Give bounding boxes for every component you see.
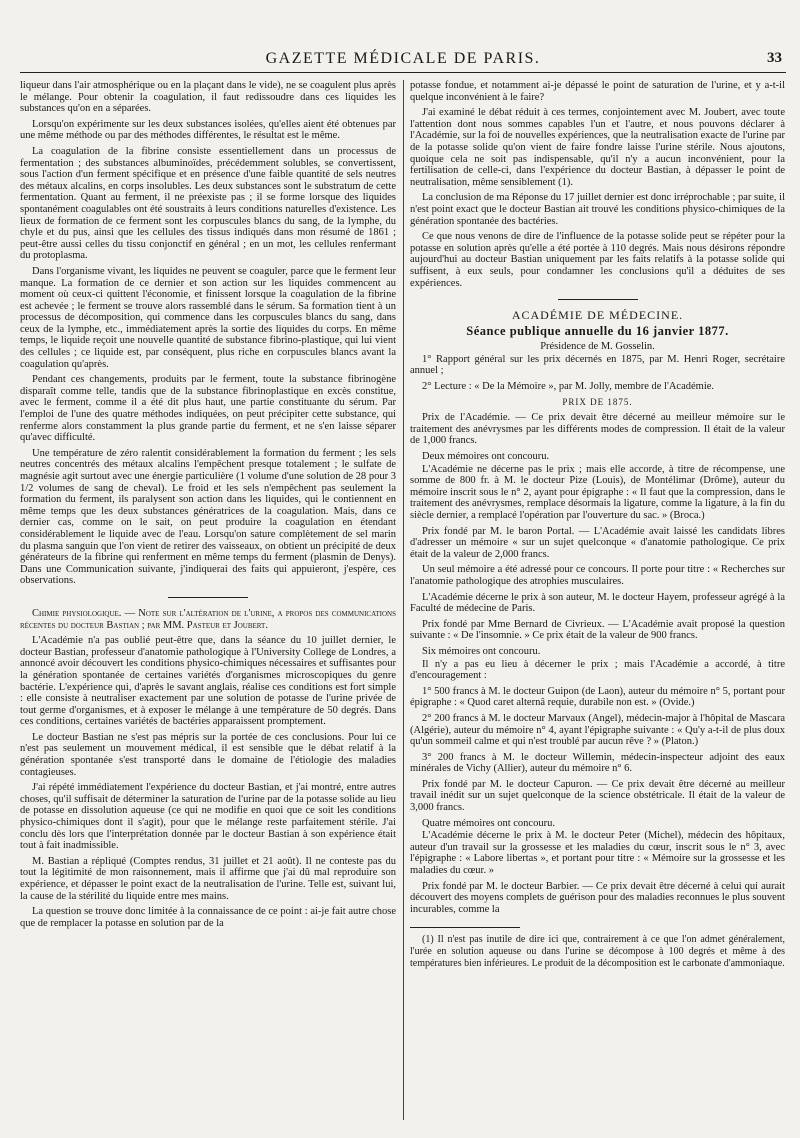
section-divider: [558, 299, 638, 300]
paragraph: Le docteur Bastian ne s'est pas mépris sur la portée de ces conclusions. Pour lui ce n'est pas seulement un mouvement médical, il est sensible que le débat relatif à la génération spontanée s'est transporté dans le domaine de l'étiologie des maladies contagieuses.: [20, 731, 396, 778]
section-heading: ACADÉMIE DE MÉDECINE.: [511, 308, 684, 323]
paragraph: 1° Rapport général sur les prix décernés en 1875, par M. Henri Roger, secrétaire annuel ;: [410, 353, 785, 377]
paragraph: Prix fondé par Mme Bernard de Civrieux. — L'Académie avait proposé la question suivante : « De l'insomnie. » Ce prix était de la valeur de 900 francs.: [410, 618, 785, 642]
paragraph: 2° Lecture : « De la Mémoire », par M. Jolly, membre de l'Académie.: [422, 381, 715, 393]
paragraph: La conclusion de ma Réponse du 17 juillet dernier est donc irréprochable ; par suite, il n'est point exact que le docteur Bastian ait trouvé les conditions physico-chimiques de la génération spontanée des bactéries.: [410, 192, 785, 227]
paragraph: potasse fondue, et notamment ai-je dépassé le point de saturation de l'urine, et y a-t-il quelque inconvénient à le faire?: [410, 80, 785, 103]
paragraph: La question se trouve donc limitée à la connaissance de ce point : ai-je fait autre chose que de remplacer la potasse en solution par de la: [20, 906, 396, 929]
prize-year-heading: PRIX DE 1875.: [562, 396, 633, 407]
paragraph: M. Bastian a répliqué (Comptes rendus, 31 juillet et 21 août). Il ne conteste pas du tout la légitimité de mon raisonnement, mais il affirme que j'ai dû mal reproduire son expérience, et dépasser le point exact de la neutralisation de l'urine. Telle est, suivant lui, la cause de la stérilité du liquide entre mes mains.: [20, 855, 396, 902]
paragraph: Prix de l'Académie. — Ce prix devait être décerné au meilleur mémoire sur le traitement des anévrysmes par les différents modes de compression. Il était de la valeur de 1,000 francs.: [410, 412, 785, 447]
paragraph: Prix fondé par M. le baron Portal. — L'Académie avait laissé les candidats libres d'adresser un mémoire « sur un sujet quelconque « d'anatomie pathologique. Ce prix était de la valeur de 2,000 francs.: [410, 525, 785, 560]
paragraph: Dans l'organisme vivant, les liquides ne peuvent se coaguler, parce que le ferment leur manque. La formation de ce dernier et son action sur les liquides commencent au moment où ceux-ci quittent l'économie, et finissent lorsque la coagulation de la fibrine est achevée ; le ferment se trouve alors rassemblé dans le sérum. Sa formation tient à un processus de décomposition, qui commence dans les corpuscules blancs du sang, dans ceux de la lymphe, etc., immédiatement après la sortie des liquides du corps. En même temps, le liquide reçoit une nouvelle quantité de substance fibrino-plastique, qui lui vient des cellules ; ce liquide est, par conséquent, plus riche en corpuscules blancs avant la coagulation qu'après.: [20, 265, 396, 370]
paragraph: Quatre mémoires ont concouru.: [422, 817, 555, 829]
paragraph: Prix fondé par M. le docteur Barbier. — Ce prix devait être décerné à celui qui aurait découvert des moyens complets de guérison pour des maladies reconnues le plus souvent incurables, comme la: [410, 880, 785, 915]
paragraph: 1° 500 francs à M. le docteur Guipon (de Laon), auteur du mémoire n° 5, portant pour épigraphe : « Quod caret alternâ requie, durabile non est. » (Ovide.): [410, 685, 785, 709]
paragraph: 3° 200 francs à M. le docteur Willemin, médecin-inspecteur adjoint des eaux minérales de Vichy (Allier), auteur du mémoire n° 6.: [410, 751, 785, 775]
paragraph: Ce que nous venons de dire de l'influence de la potasse solide peut se répéter pour la potasse en solution après qu'elle a été portée à 110 degrés. Mais nous désirons répondre aujourd'hui au docteur Bastian uniquement par les faits relatifs à la potasse solide qui suffisent, à eux seuls, pour condamner les conclusions qu'il a déduites de ses expériences.: [410, 231, 785, 289]
paragraph: L'Académie décerne le prix à M. le docteur Peter (Michel), médecin des hôpitaux, auteur d'un travail sur la grossesse et les maladies du cœur, inscrit sous le n° 3, avec l'épigraphe : « Labore libertas », et portant pour titre : « Mémoire sur la grossesse et les maladies du cœur. »: [410, 830, 785, 877]
paragraph: Six mémoires ont concouru.: [422, 645, 541, 657]
presidency-line: Présidence de M. Gosselin.: [540, 341, 655, 353]
paragraph: Prix fondé par M. le docteur Capuron. — Ce prix devait être décerné au meilleur travail inédit sur un sujet quelconque de la science obstétricale. Il était de la valeur de 3,000 francs.: [410, 778, 785, 814]
article-heading: Chimie physiologique. — Note sur l'altération de l'urine, a propos des communications récentes du docteur Bastian ; par MM. Pasteur et Joubert.: [20, 607, 396, 631]
paragraph: L'Académie décerne le prix à son auteur, M. le docteur Hayem, professeur agrégé à la Faculté de médecine de Paris.: [410, 591, 785, 615]
session-heading: Séance publique annuelle du 16 janvier 1877.: [466, 323, 729, 338]
paragraph: Une température de zéro ralentit considérablement la formation du ferment ; les sels neutres concentrés des métaux alcalins l'empêchent presque totalement ; le sulfate de magnésie agit surtout avec une énergie particulière (1 volume d'une solution de 28 pour 3 1/2 volumes de sang de cheval). Le froid et les sels n'empêchent pas seulement la formation du ferment, ils paralysent son action dans les liquides, qui le contiennent en même temps que les deux substances génératrices de la coagulation. Mais, dans ce dernier cas, comme on le sait, on peut produire la coagulation en étendant considérablement le liquide avec de l'eau. Lorsqu'on sature complètement de sel marin du plasma sanguin que l'on vient de retirer des vaisseaux, on obtient un précipité de deux générateurs de la fibrine qui renferment en même temps du ferment (plasmin de Denys). Dans une Communication suivante, j'indiquerai des faits qui appuieront, j'espère, ces observations.: [20, 447, 396, 587]
journal-title: GAZETTE MÉDICALE DE PARIS.: [265, 50, 541, 67]
page-header: [20, 50, 786, 73]
paragraph: Deux mémoires ont concouru.: [422, 451, 550, 463]
footnote-divider: [410, 927, 520, 928]
right-column: [410, 80, 785, 973]
column-divider: [403, 80, 404, 1120]
paragraph: Pendant ces changements, produits par le ferment, toute la substance fibrinogène disparaît comme telle, tandis que de la substance fibrinoplastique en excès constitue, avec le ferment, comme il a été dit plus haut, une partie constituante du sérum. Par l'emploi de l'une des quatre méthodes indiquées, on peut précipiter cette substance, qui renferme alors constamment la plus grande partie du ferment, et ne s'en laisse séparer qu'avec difficulté.: [20, 374, 396, 444]
paragraph: J'ai examiné le débat réduit à ces termes, conjointement avec M. Joubert, avec toute l'attention dont nous sommes capables l'un et l'autre, et nous pouvons déclarer à l'Académie, sur la foi de nouvelles expériences, que la neutralisation exacte de l'urine par de la potasse solide qu'on vient de faire fondre laisse l'urine stérile. Nous ajoutons, quoique cela ne soit pas indispensable, qu'il n'y a aucun inconvénient, pour la fertilisation de celle-ci, dans l'expérience du docteur Bastian, à dépasser le point de neutralisation, même sensiblement (1).: [410, 107, 785, 188]
paragraph: L'Académie n'a pas oublié peut-être que, dans la séance du 10 juillet dernier, le docteur Bastian, professeur d'anatomie pathologique à l'University College de Londres, a annoncé avoir découvert les conditions physico-chimiques nécessaires et suffisantes pour la génération spontanée de certaines variétés d'organismes microscopiques du genre bactérie. L'expérience qui, d'après le savant anglais, réalise ces conditions est fort simple : elle consiste à neutraliser exactement par une solution de potasse de l'urine privée de tout germe d'organismes, et à exposer le mélange à une température de 50 degrés. Dans ces conditions, certaines variétés de bactéries apparaissent promptement.: [20, 635, 396, 728]
paragraph: liqueur dans l'air atmosphérique ou en la plaçant dans le vide), ne se coagulent plus après le mélange. Pour obtenir la coagulation, il faut redissoudre dans ces liquides les substances qu'on en a séparées.: [20, 80, 396, 115]
paragraph: L'Académie ne décerne pas le prix ; mais elle accorde, à titre de récompense, une somme de 800 fr. à M. le docteur Pize (Louis), de Montélimar (Drôme), auteur du mémoire inscrit sous le n° 2, ayant pour épigraphe : « Il faut que la compression, dans le traitement des anévrysmes, remplace désormais la ligature, comme la ligature, à la fin du siècle dernier, a remplacé l'opération par l'ouverture du sac. » (Broca.): [410, 463, 785, 521]
paragraph: Il n'y a pas eu lieu à décerner le prix ; mais l'Académie a accordé, à titre d'encouragement :: [410, 658, 785, 682]
left-column: [20, 80, 396, 933]
paragraph: J'ai répété immédiatement l'expérience du docteur Bastian, et j'ai montré, entre autres choses, qu'il suffisait de déterminer la saturation de l'urine par de la potasse solide au lieu de potasse en dissolution aqueuse (ce qui ne modifie en quoi que ce soit les conditions physico-chimiques dont il s'agit), pour que le mélange reste parfaitement stérile. J'ai conclu dès lors que l'interprétation donnée par le docteur Bastian à son expérience était tout à fait inadmissible.: [20, 782, 396, 852]
paragraph: 2° 200 francs à M. le docteur Marvaux (Angel), médecin-major à l'hôpital de Mascara (Algérie), auteur du mémoire n° 4, ayant l'épigraphe suivante : « Qu'y a-t-il de plus doux qu'un sommeil calme et qui n'est troublé par aucun rêve ? » (Platon.): [410, 712, 785, 748]
footnote: (1) Il n'est pas inutile de dire ici que, contrairement à ce que l'on admet généralement, l'urée en solution aqueuse ou dans l'urine se décompose à 100 degrés et même à des températures bien inférieures. Le produit de la décomposition est le carbonate d'ammoniaque.: [410, 934, 785, 969]
page-number: 33: [767, 50, 782, 66]
paragraph: La coagulation de la fibrine consiste essentiellement dans un processus de fermentation ; des substances albuminoïdes, précédemment solubles, se convertissent, sous l'action d'un ferment spécifique et en présence d'une faible quantité de sels neutres des métaux alcalins, en corps insolubles. Les deux substances sont le substratum de cette fermentation. Quant au ferment, il ne préexiste pas ; il se forme lorsque des liquides spontanément coagulables ont été soustraits à leurs conditions naturelles d'existence. Les lieux de formation de ce ferment sont les corpuscules blancs du sang, de la lymphe, du chyle et du pus, ainsi que les cellules des tissus indiqués dans mon résumé de 1861 ; peut-être aussi celles du tissu conjonctif en général ; en un mot, les cellules renfermant du protoplasma.: [20, 145, 396, 262]
paragraph: Lorsqu'on expérimente sur les deux substances isolées, qu'elles aient été obtenues par une même méthode ou par des méthodes différentes, le résultat est le même.: [20, 118, 396, 142]
paragraph: Un seul mémoire a été adressé pour ce concours. Il porte pour titre : « Recherches sur l'anatomie pathologique des atrophies musculaires.: [410, 564, 785, 587]
section-divider: [168, 597, 248, 598]
